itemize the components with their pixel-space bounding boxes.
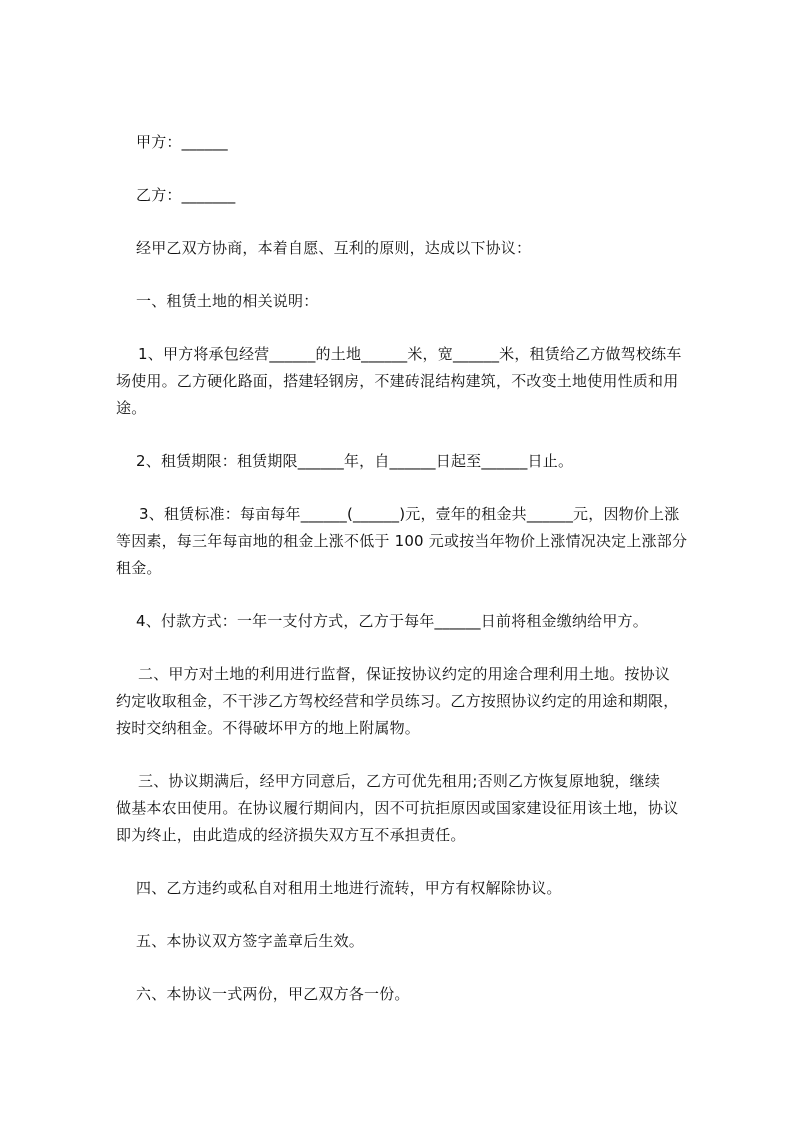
item-3-line-2: 等因素，每三年每亩地的租金上涨不低于 100 元或按当年物价上涨情况决定上涨部分 <box>116 532 688 550</box>
section-3-line-3: 即为终止，由此造成的经济损失双方互不承担责任。 <box>116 826 466 844</box>
item-1-line-1: 1、甲方将承包经营______的土地______米，宽______米，租赁给乙方做驾校练车 <box>138 345 682 363</box>
section-1-title: 一、租赁土地的相关说明： <box>136 292 319 310</box>
section-2-line-3: 按时交纳租金。不得破坏甲方的地上附属物。 <box>116 719 421 737</box>
item-2-line: 2、租赁期限：租赁期限______年，自______日起至______日止。 <box>136 452 574 470</box>
party-b-line: 乙方：_______ <box>136 186 236 204</box>
intro-paragraph: 经甲乙双方协商，本着自愿、互利的原则，达成以下协议： <box>136 239 532 257</box>
party-a-line: 甲方：______ <box>136 133 228 151</box>
section-3-line-2: 做基本农田使用。在协议履行期间内，因不可抗拒原因或国家建设征用该土地，协议 <box>116 799 679 817</box>
section-4-line: 四、乙方违约或私自对租用土地进行流转，甲方有权解除协议。 <box>136 879 562 897</box>
item-3-line-3: 租金。 <box>116 559 162 577</box>
item-4-line: 4、付款方式：一年一支付方式，乙方于每年______日前将租金缴纳给甲方。 <box>136 612 648 630</box>
item-1-line-2: 场使用。乙方硬化路面，搭建轻钢房，不建砖混结构建筑，不改变土地使用性质和用 <box>116 372 679 390</box>
section-2-line-2: 约定收取租金，不干涉乙方驾校经营和学员练习。乙方按照协议约定的用途和期限， <box>116 692 679 710</box>
section-5-line: 五、本协议双方签字盖章后生效。 <box>136 932 365 950</box>
item-3-line-1: 3、租赁标准：每亩每年______(______)元，壹年的租金共______元，因物价上涨 <box>139 505 680 523</box>
section-3-line-1: 三、协议期满后，经甲方同意后，乙方可优先租用;否则乙方恢复原地貌，继续 <box>138 772 661 790</box>
section-6-line: 六、本协议一式两份，甲乙双方各一份。 <box>136 985 410 1003</box>
item-1-line-3: 途。 <box>116 399 147 417</box>
section-2-line-1: 二、甲方对土地的利用进行监督，保证按协议约定的用途合理利用土地。按协议 <box>138 665 671 683</box>
